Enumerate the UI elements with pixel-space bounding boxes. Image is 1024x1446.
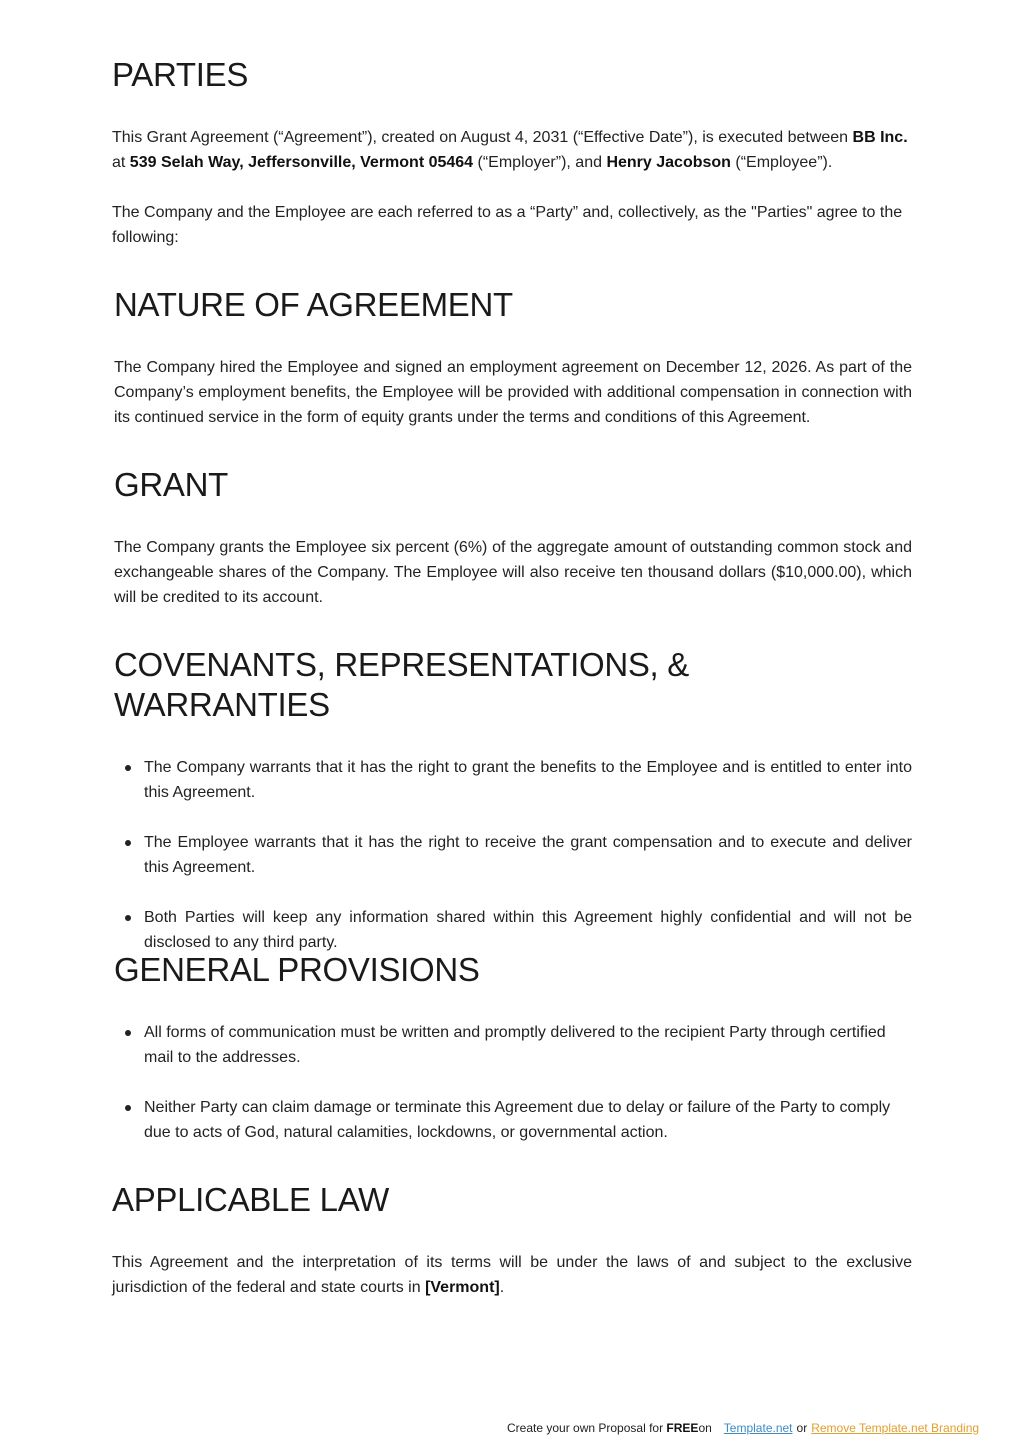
section-parties	[112, 55, 912, 250]
section-covenants	[114, 645, 912, 955]
list-item: Neither Party can claim damage or terminate this Agreement due to delay or failure of the Party to comply due to acts of God, natural calamities, lockdowns, or governmental action.	[144, 1095, 912, 1145]
heading-general-provisions: GENERAL PROVISIONS	[114, 951, 480, 988]
company-name: BB Inc.	[852, 129, 908, 146]
parties-paragraph-2: The Company and the Employee are each referred to as a “Party” and, collectively, as the "Parties" agree to the following:	[112, 204, 903, 246]
jurisdiction-state: [Vermont]	[425, 1279, 500, 1296]
heading-applicable-law: APPLICABLE LAW	[112, 1181, 390, 1218]
list-item: The Employee warrants that it has the right to receive the grant compensation and to execute and deliver this Agreement.	[144, 830, 912, 880]
section-nature	[114, 285, 912, 430]
covenants-list	[114, 755, 912, 955]
parties-paragraph-1	[112, 125, 912, 175]
remove-branding-link[interactable]: Remove Template.net Branding	[811, 1421, 980, 1435]
template-net-link[interactable]: Template.net	[723, 1421, 793, 1435]
footer-text: Create your own Proposal for	[507, 1421, 667, 1435]
parties-text-c: (“Employer”), and	[473, 154, 607, 171]
branding-footer	[507, 1418, 979, 1438]
section-general-provisions	[114, 950, 912, 1145]
section-grant	[114, 465, 912, 610]
nature-paragraph: The Company hired the Employee and signed an employment agreement on December 12, 2026. As part of the Company’s employment benefits, the Employee will be provided with additional compensation in connection with its continued service in the form of equity grants under the terms and conditions of this Agreement.	[114, 359, 912, 426]
section-applicable-law	[112, 1180, 912, 1300]
heading-grant: GRANT	[114, 466, 229, 503]
law-paragraph	[112, 1250, 912, 1300]
grant-paragraph: The Company grants the Employee six percent (6%) of the aggregate amount of outstanding common stock and exchangeable shares of the Company. The Employee will also receive ten thousand dollars ($10,000.00), which will be credited to its account.	[114, 539, 912, 606]
law-text-b: .	[499, 1279, 505, 1296]
employee-name: Henry Jacobson	[606, 154, 731, 171]
heading-nature-of-agreement: NATURE OF AGREEMENT	[114, 286, 513, 323]
law-text-a: This Agreement and the interpretation of its terms will be under the laws of and subject to the exclusive jurisdiction of the federal and state courts in	[112, 1254, 912, 1296]
footer-free: FREE	[666, 1421, 699, 1435]
list-item: The Company warrants that it has the right to grant the benefits to the Employee and is entitled to enter into this Agreement.	[144, 755, 912, 805]
list-item: All forms of communication must be written and promptly delivered to the recipient Party through certified mail to the addresses.	[144, 1020, 912, 1070]
heading-parties: PARTIES	[112, 56, 249, 93]
heading-covenants: COVENANTS, REPRESENTATIONS, & WARRANTIES	[114, 646, 690, 723]
parties-text-a: This Grant Agreement (“Agreement”), created on August 4, 2031 (“Effective Date”), is executed between	[112, 129, 853, 146]
company-address: 539 Selah Way, Jeffersonville, Vermont 05464	[129, 154, 474, 171]
parties-text-b: at	[112, 154, 130, 171]
parties-text-d: (“Employee”).	[730, 154, 833, 171]
footer-on: on	[698, 1421, 712, 1435]
list-item: Both Parties will keep any information shared within this Agreement highly confidential and will not be disclosed to any third party.	[144, 905, 912, 955]
footer-or: or	[796, 1421, 808, 1435]
general-list	[114, 1020, 912, 1145]
